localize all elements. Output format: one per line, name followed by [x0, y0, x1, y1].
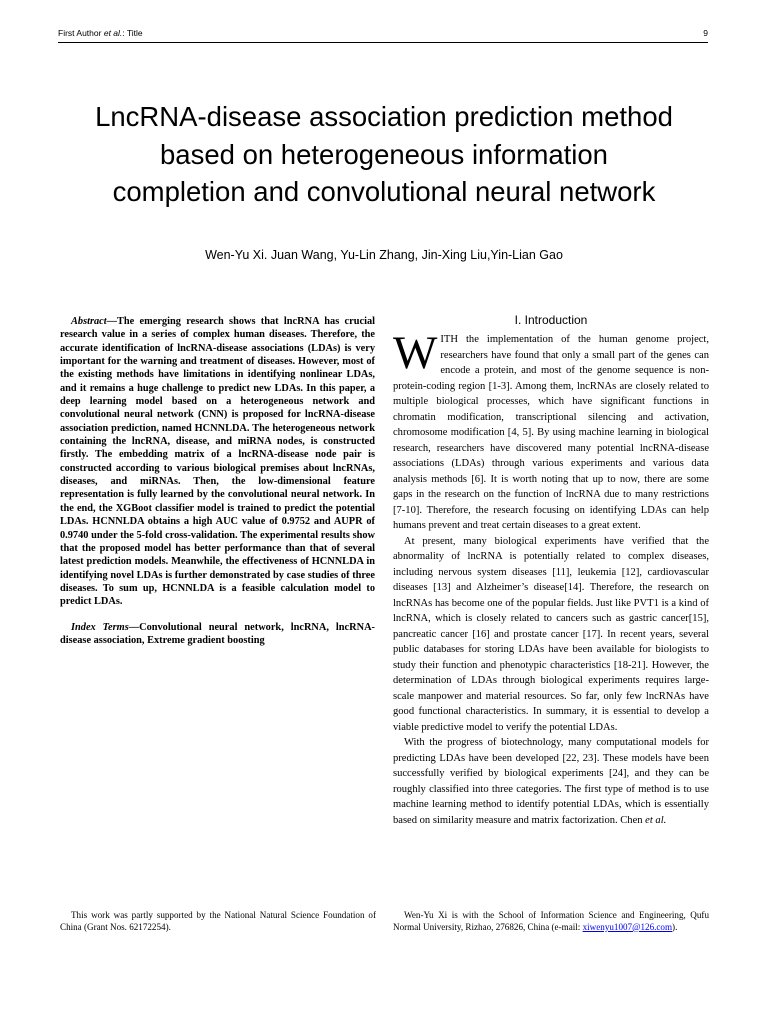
affiliation-body: Wen-Yu Xi is with the School of Information Science and Engineering, Qufu Normal University, Rizhao, 276826, China (e-mail:	[393, 910, 709, 932]
affiliation-text	[393, 910, 709, 934]
email-link[interactable]: xiwenyu1007@126.com	[582, 921, 673, 932]
index-terms-label: Index Terms	[71, 621, 129, 633]
running-head-left	[58, 28, 143, 38]
left-column	[60, 315, 375, 647]
intro-paragraph-3	[393, 735, 709, 828]
intro-paragraph-3-text: With the progress of biotechnology, many computational models for predicting LDAs have been developed [22, 23]. These models have been successfully verified by biological experiments [24], and they can be roughly classified into three categories. The first type of method is to use machine learning method to identify potential LDAs, which is essentially based on similarity measure and matrix factorization. Chen	[393, 737, 709, 826]
funding-text: This work was partly supported by the National Natural Science Foundation of China (Grant Nos. 62172254).	[60, 910, 376, 932]
section-heading-introduction: I. Introduction	[514, 313, 588, 327]
intro-paragraph-2: At present, many biological experiments have verified that the abnormality of lncRNA is potentially related to complex diseases, including nervous system diseases [11], leukemia [12], cardiovascular diseases [13] and Alzheimer’s disease[14]. Therefore, the research on lncRNAs has become one of the popular fields. Just like PVT1 is a kind of lncRNA, which is closely related to cancers such as gastric cancer[15], pancreatic cancer [16] and prostate cancer [17]. In recent years, several public databases for storing LDAs have been available for biologists to study their function and phenotypic characteristics [18-21]. However, the determination of LDAs through biological experiments requires large-scale manpower and material resources. So far, only few lncRNAs have good functional characteristics. In summary, it is essential to develop a viable predictive model to verify the potential LDAs.	[393, 535, 709, 733]
intro-et-al: et al.	[645, 814, 667, 826]
header-author: First Author	[58, 28, 102, 38]
intro-paragraph-1-text: ITH the implementation of the human genome project, researchers have found that only a small part of the genes can encode a protein, and most of the genome sequence is non-protein-coding region [1-3]. Among them, lncRNAs are closely related to multiple biological processes, which have significant functions in chromatin modification, transcriptional silencing and activation, chromosome modification [4, 5]. By using machine learning in biological research, researchers have discovered many potential lncRNA-disease associations (LDAs) through various experiments and various data analysis methods [6]. It is worth noting that up to now, there are some gaps in the research on the function of lncRNA due to many restrictions [7-10]. Therefore, the research focusing on identifying LDAs can help humans prevent and treat certain diseases to a great extent.	[393, 334, 709, 531]
header-rule	[58, 42, 708, 43]
intro-paragraph-1	[393, 327, 709, 534]
abstract-text: —The emerging research shows that lncRNA has crucial research value in a series of complex human diseases. Therefore, the accurate identification of lncRNA-disease associations (LDAs) is very important for the warning and treatment of diseases. However, most of the existing methods have limitations in identifying nonlinear LDAs, and it remains a huge challenge to predict new LDAs. In this paper, a deep learning model based on a heterogeneous network and convolutional neural network (CNN) is proposed for lncRNA-disease association prediction, named HCNNLDA. The heterogeneous network containing the lncRNA, disease, and miRNA nodes, is constructed firstly. The embedding matrix of a lncRNA-disease node pair is constructed according to various biological premises about lncRNAs, diseases, and miRNAs. Then, the low-dimensional feature representation is fully learned by the convolutional neural network. In the end, the XGBoot classifier model is trained to predict the potential LDAs. HCNNLDA obtains a high AUC value of 0.9752 and AUPR of 0.9740 under the 5-fold cross-validation. The experimental results show that the proposed model has better performance than that of several latest prediction models. Meanwhile, the effectiveness of HCNNLDA in identifying novel LDAs is further demonstrated by case studies of three diseases. To sum up, HCNNLDA is a feasible calculation model to predict LDAs.	[60, 316, 375, 608]
index-terms-text: —Convolutional neural network, lncRNA, lncRNA-disease association, Extreme gradient boosting	[60, 621, 375, 646]
index-terms	[60, 621, 375, 648]
abstract-label: Abstract	[71, 316, 107, 327]
affiliation-close: ).	[672, 921, 678, 932]
abstract	[60, 315, 375, 609]
funding-footnote	[60, 910, 376, 934]
header-et-al: et al.	[103, 28, 123, 38]
page-number: 9	[703, 28, 708, 38]
author-list: Wen-Yu Xi. Juan Wang, Yu-Lin Zhang, Jin-Xing Liu,Yin-Lian Gao	[205, 248, 563, 262]
right-column	[393, 312, 709, 828]
drop-cap: W	[393, 327, 438, 379]
running-head	[58, 26, 708, 40]
header-title: : Title	[122, 28, 143, 38]
paper-title: LncRNA-disease association prediction method based on heterogeneous information completion and convolutional neural network	[95, 101, 673, 208]
affiliation-footnote	[393, 910, 709, 934]
